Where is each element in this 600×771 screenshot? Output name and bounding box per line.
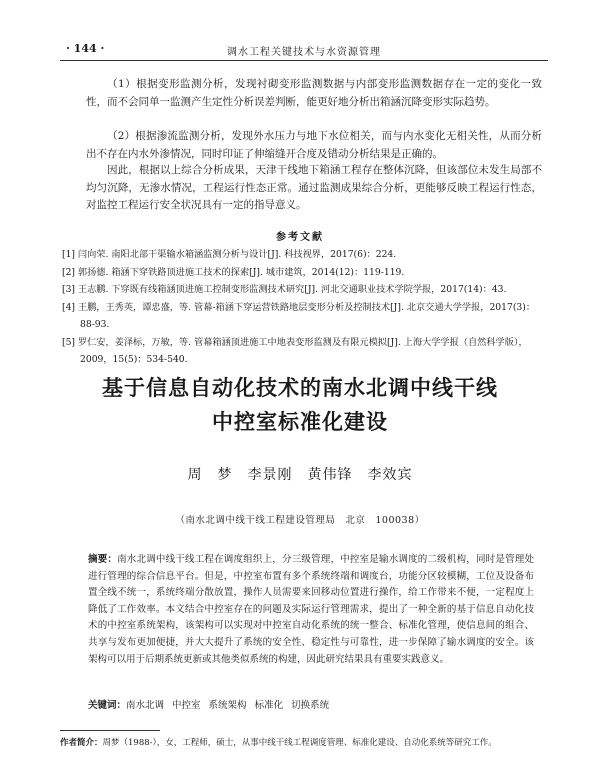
keyword: 南水北调 bbox=[126, 700, 165, 711]
reference-item: [5] 罗仁安，姜泽标，万敏，等. 管幕箱涵顶进施工中地表变形监测及有限元模拟[J]. 上海大学学报（自然科学版），2009，15(5)：534-540. bbox=[62, 336, 528, 365]
abstract bbox=[88, 552, 534, 668]
reference-item: [2] 郭扬德. 箱涵下穿铁路顶进施工技术的探索[J]. 城市建筑，2014(12)：119-119. bbox=[62, 266, 405, 278]
author-list: 周 梦 李景刚 黄伟锋 李效宾 bbox=[187, 467, 413, 483]
author-footnote bbox=[60, 736, 550, 750]
keywords-label: 关键词： bbox=[88, 700, 127, 711]
abstract-label: 摘要： bbox=[88, 554, 118, 565]
reference-item: [4] 王鹏，王秀英，谭忠盛，等. 管幕-箱涵下穿运营铁路地层变形分析及控制技术[J]. 北京交通大学学报，2017(3)：88-93. bbox=[62, 301, 536, 330]
keyword: 中控室 bbox=[172, 700, 201, 711]
body-paragraph-2: （2）根据渗流监测分析，发现外水压力与地下水位相关，而与内水变化无相关性，从而分析出不存在内水外渗情况，同时印证了伸缩缝开合度及错动分析结果是正确的。 bbox=[86, 130, 542, 160]
abstract-text: 南水北调中线干线工程在调度组织上，分三级管理，中控室是输水调度的二级机构，同时是管理处进行管理的综合信息平台。但是，中控室布置有多个系统终端和调度台，功能分区较模糊，工位及设备布置全线不统一，系统终端分散放置，操作人员需要来回移动位置进行操作，给工作带来不便，一定程度上降低了工作效率。本文结合中控室存在的问题及实际运行管理需求，提出了一种全新的基于信息自动化技术的中控室系统架构，该架构可以实现对中控室自动化系统的统一整合、标准化管理，使信息间的组合、共享与发布更加便捷，并大大提升了系统的安全性、稳定性与可靠性，进一步保障了输水调度的安全。该架构可以用于后期系统更新或其他类似系统的构建，因此研究结果具有重要实践意义。 bbox=[88, 554, 534, 665]
footnote-text: 周梦（1988-），女，工程师，硕士，从事中线干线工程调度管理、标准化建设、自动化系统等研究工作。 bbox=[102, 738, 497, 748]
body-paragraph-1: （1）根据变形监测分析，发现衬砌变形监测数据与内部变形监测数据存在一定的变化一致性，而不会同单一监测产生定性分析误差判断，能更好地分析出箱涵沉降变形实际趋势。 bbox=[86, 78, 542, 108]
footnote-label: 作者简介： bbox=[60, 738, 103, 748]
keyword: 切换系统 bbox=[291, 700, 330, 711]
keyword: 标准化 bbox=[254, 700, 284, 711]
article-title bbox=[0, 371, 600, 439]
page-header bbox=[60, 38, 548, 61]
reference-list bbox=[62, 246, 546, 369]
article-title-line-2: 中控室标准化建设 bbox=[212, 410, 388, 434]
affiliation: （南水北调中线干线工程建设管理局 北京 100038） bbox=[175, 515, 425, 526]
keywords bbox=[88, 698, 534, 714]
footnote-divider bbox=[60, 730, 160, 731]
running-title: 调水工程关键技术与水资源管理 bbox=[227, 47, 381, 58]
body-paragraph-3: 因此，根据以上综合分析成果，天津干线地下箱涵工程存在整体沉降，但该部位未发生局部不均匀沉降，无渗水情况，工程运行性态正常。通过监测成果综合分析，更能够反映工程运行性态，对监控工程运行安全状况具有一定的指导意义。 bbox=[86, 164, 542, 211]
reference-item: [1] 闫向荣. 南阳北部干渠输水箱涵监测分析与设计[J]. 科技视界，2017(6)：224. bbox=[62, 249, 397, 260]
article-title-line-1: 基于信息自动化技术的南水北调中线干线 bbox=[102, 376, 498, 400]
reference-item: [3] 王志鹏. 下穿既有线箱涵顶进施工控制变形监测技术研究[J]. 河北交通职业技术学院学报，2017(14)：43. bbox=[62, 284, 507, 295]
keyword: 系统架构 bbox=[208, 700, 247, 711]
page-number: · 144 · bbox=[66, 42, 105, 55]
references-heading: 参考文献 bbox=[276, 232, 324, 243]
